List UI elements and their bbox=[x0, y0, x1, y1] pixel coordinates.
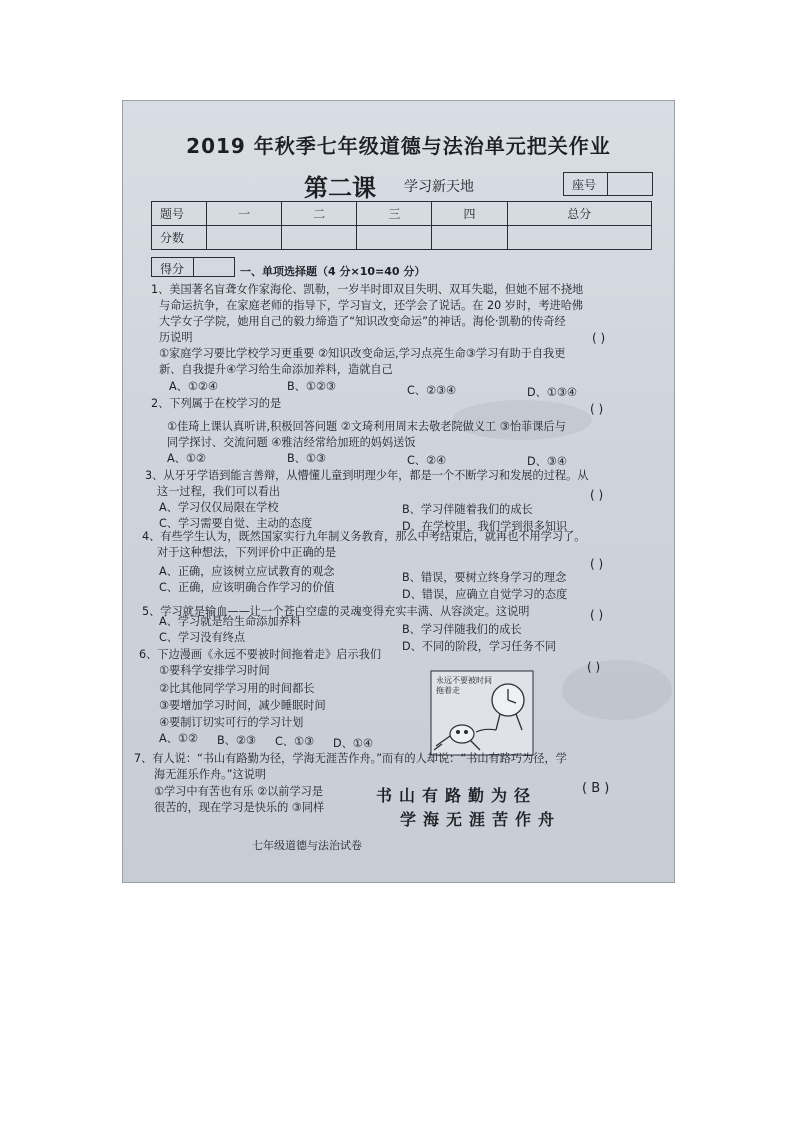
question-line: 很苦的，现在学习是快乐的 ③同样 bbox=[154, 801, 325, 814]
option: A、学习仅仅局限在学校 bbox=[159, 501, 279, 514]
question-line: 与命运抗争，在家庭老师的指导下，学习盲文，还学会了说话。在 20 岁时，考进哈佛 bbox=[159, 299, 584, 312]
header-cell: 三 bbox=[357, 202, 432, 226]
photographed-sheet bbox=[122, 100, 675, 883]
question-line: ②比其他同学学习用的时间都长 bbox=[159, 682, 315, 695]
question-line: 1、美国著名盲聋女作家海伦、凯勒，一岁半时即双目失明、双耳失聪，但她不屈不挠地 bbox=[151, 283, 584, 296]
option: C、学习没有终点 bbox=[159, 631, 246, 644]
option: D、③④ bbox=[527, 455, 567, 468]
question-line: 同学探讨、交流问题 ④雅洁经常给加班的妈妈送饭 bbox=[167, 436, 416, 449]
row-label: 分数 bbox=[152, 226, 207, 250]
cartoon-caption: 永远不要被时间拖着走 bbox=[436, 676, 492, 695]
cartoon-illustration bbox=[430, 670, 534, 756]
calligraphy-line: 学海无涯苦作舟 bbox=[400, 810, 562, 829]
question-line: ④要制订切实可行的学习计划 bbox=[159, 716, 304, 729]
calligraphy-line: 书山有路勤为径 bbox=[376, 786, 538, 805]
option: C、学习需要自觉、主动的态度 bbox=[159, 517, 313, 530]
option: B、①③ bbox=[287, 452, 326, 465]
question-line: 2、下列属于在校学习的是 bbox=[151, 397, 282, 410]
question-line: ①佳琦上课认真听讲,积极回答问题 ②文琦利用周末去敬老院做义工 ③怡菲课后与 bbox=[167, 420, 566, 433]
lesson-subtitle: 学习新天地 bbox=[404, 179, 474, 195]
question-line: 对于这种想法，下列评价中正确的是 bbox=[157, 546, 337, 559]
option: C、①③ bbox=[275, 735, 315, 748]
question-line: 新、自我提升④学习给生命添加养料，造就自己 bbox=[159, 363, 393, 376]
section-score-input bbox=[193, 258, 234, 276]
header-cell: 题号 bbox=[152, 202, 207, 226]
option: C、②④ bbox=[407, 454, 447, 467]
answer-paren: ( ) bbox=[590, 608, 604, 622]
header-cell: 四 bbox=[432, 202, 507, 226]
exam-title: 2019 年秋季七年级道德与法治单元把关作业 bbox=[186, 134, 611, 158]
option: A、①②④ bbox=[169, 380, 218, 393]
answer-paren: ( ) bbox=[592, 331, 606, 345]
header-cell: 总分 bbox=[507, 202, 651, 226]
question-line: ①家庭学习要比学校学习更重要 ②知识改变命运,学习点亮生命③学习有助于自我更 bbox=[159, 347, 566, 360]
section-score-box bbox=[151, 257, 235, 277]
option: B、错误，要树立终身学习的理念 bbox=[402, 571, 567, 584]
header-cell: 二 bbox=[282, 202, 357, 226]
question-line: ①学习中有苦也有乐 ②以前学习是 bbox=[154, 785, 324, 798]
score-table-header-row bbox=[152, 202, 652, 226]
option: B、学习伴随我们的成长 bbox=[402, 623, 522, 636]
section-heading: 一、单项选择题（4 分×10=40 分） bbox=[240, 265, 426, 278]
header-cell: 一 bbox=[207, 202, 282, 226]
score-table bbox=[151, 201, 652, 250]
question-line: 这一过程，我们可以看出 bbox=[157, 485, 281, 498]
answer-paren: ( ) bbox=[590, 557, 604, 571]
option: C、②③④ bbox=[407, 384, 457, 397]
question-line: 3、从牙牙学语到能言善辩，从懵懂儿童到明理少年，都是一个不断学习和发展的过程。从 bbox=[145, 469, 589, 482]
question-line: 历说明 bbox=[159, 331, 193, 344]
option: A、学习就是给生命添加养料 bbox=[159, 615, 301, 628]
q7-answer: ( B ) bbox=[582, 781, 610, 796]
option: A、①② bbox=[167, 452, 206, 465]
question-line: 大学女子学院，她用自己的毅力缔造了“知识改变命运”的神话。海伦·凯勒的传奇经 bbox=[159, 315, 566, 328]
calligraphy-image bbox=[370, 783, 580, 829]
option: D、在学校里，我们学到很多知识 bbox=[402, 520, 568, 533]
score-cell bbox=[507, 226, 651, 250]
option: C、正确，应该明确合作学习的价值 bbox=[159, 581, 335, 594]
footer: 七年级道德与法治试卷 bbox=[252, 839, 362, 852]
question-line: ①要科学安排学习时间 bbox=[159, 664, 270, 677]
option: A、正确，应该树立应试教育的观念 bbox=[159, 565, 335, 578]
answer-paren: ( ) bbox=[590, 402, 604, 416]
question-line: 6、下边漫画《永远不要被时间拖着走》启示我们 bbox=[139, 648, 382, 661]
option: D、①④ bbox=[333, 737, 373, 750]
question-line: ③要增加学习时间，减少睡眠时间 bbox=[159, 699, 326, 712]
seat-label: 座号 bbox=[572, 178, 597, 192]
option: B、①②③ bbox=[287, 380, 336, 393]
option: A、①② bbox=[159, 732, 198, 745]
score-cell bbox=[282, 226, 357, 250]
option: D、不同的阶段，学习任务不同 bbox=[402, 640, 557, 653]
score-cell bbox=[432, 226, 507, 250]
option: B、②③ bbox=[217, 734, 256, 747]
score-cell bbox=[357, 226, 432, 250]
score-cell bbox=[207, 226, 282, 250]
exam-page bbox=[122, 100, 675, 883]
option: D、错误，应确立自觉学习的态度 bbox=[402, 588, 568, 601]
question-line: 5、学习就是输血——让一个苍白空虚的灵魂变得充实丰满、从容淡定。这说明 bbox=[142, 605, 530, 618]
question-line: 4、有些学生认为，既然国家实行九年制义务教育，那么中考结束后，就再也不用学习了。 bbox=[142, 530, 586, 543]
question-line: 7、有人说：“书山有路勤为径，学海无涯苦作舟。”而有的人却说：“书山有路巧为径，学 bbox=[134, 752, 567, 765]
answer-paren: ( ) bbox=[587, 660, 601, 674]
option: D、①③④ bbox=[527, 386, 577, 399]
answer-paren: ( ) bbox=[590, 488, 604, 502]
lesson-name: 第二课 bbox=[304, 173, 376, 202]
section-score-label: 得分 bbox=[160, 262, 185, 276]
question-line: 海无涯乐作舟。”这说明 bbox=[154, 768, 267, 781]
score-table-score-row bbox=[152, 226, 652, 250]
seat-input-box bbox=[607, 173, 652, 195]
seat-number-box bbox=[563, 172, 653, 196]
option: B、学习伴随着我们的成长 bbox=[402, 503, 533, 516]
